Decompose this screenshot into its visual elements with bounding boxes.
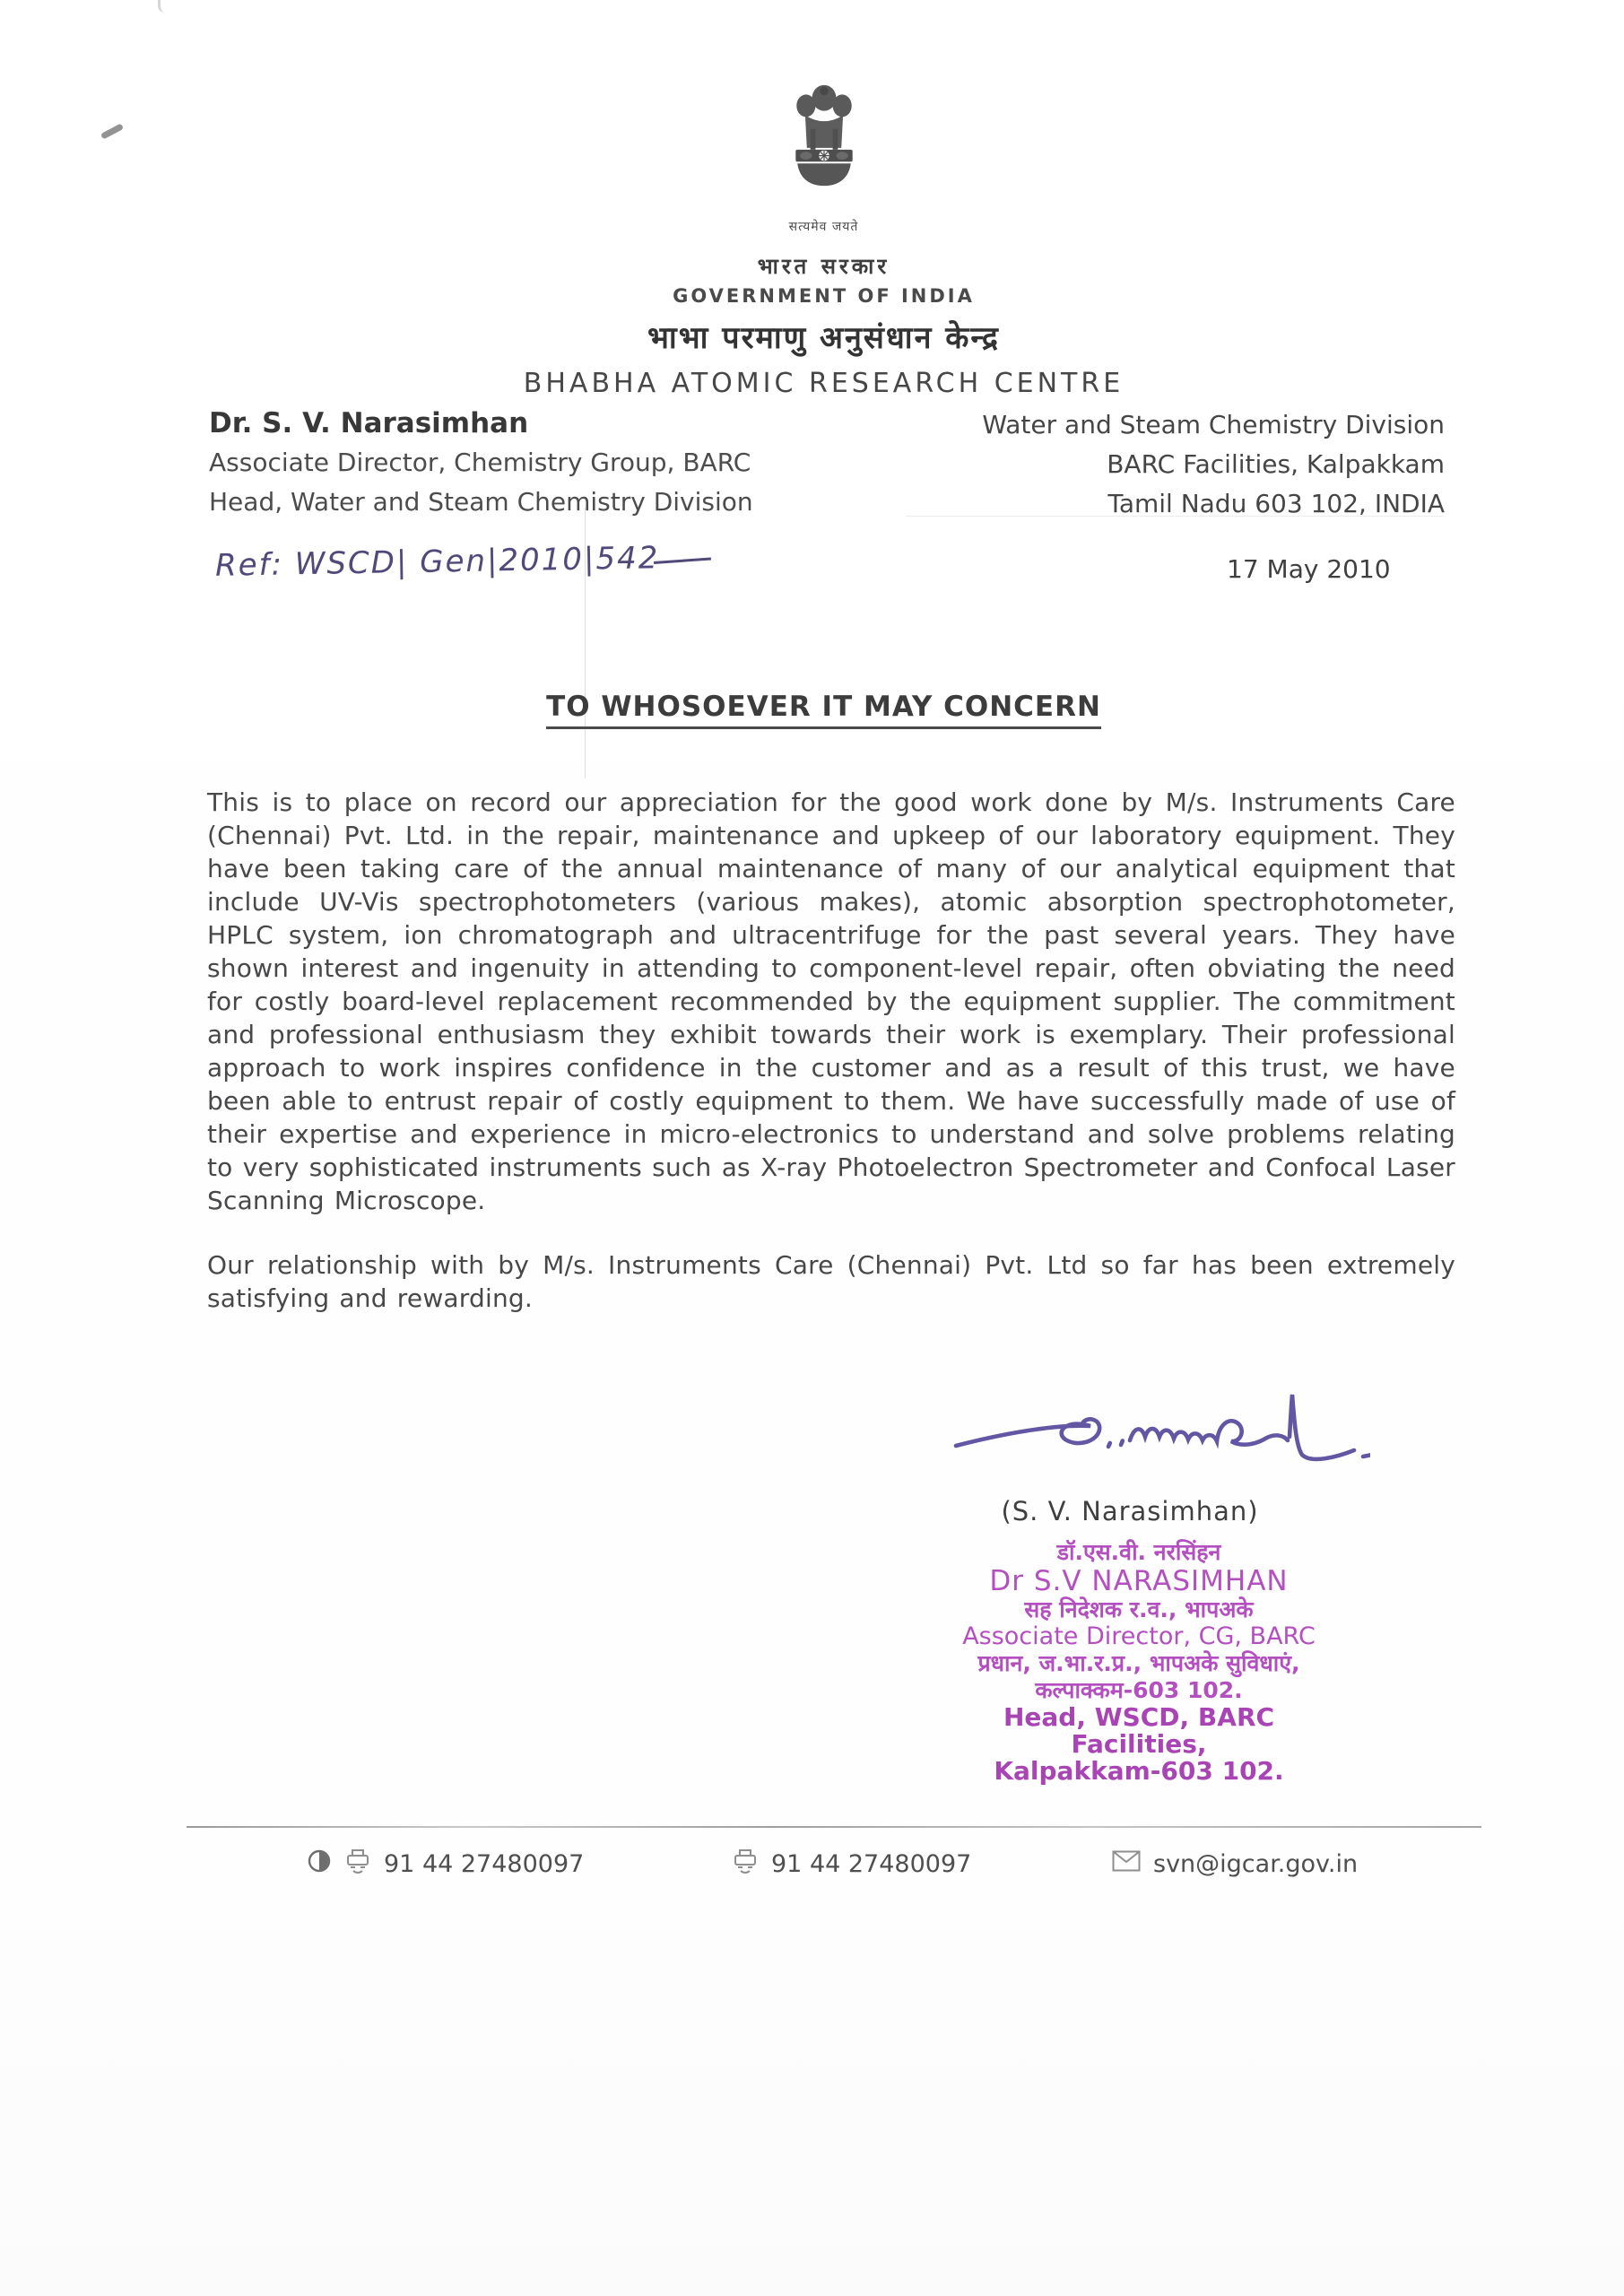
- scan-corner-mark: [158, 0, 169, 13]
- stamp-line-3: सह निदेशक र.व., भापअके: [1024, 1596, 1254, 1622]
- subject-line: [23, 691, 1624, 723]
- fax-number: 91 44 27480097: [771, 1849, 972, 1878]
- stamp-line-8: Kalpakkam-603 102.: [994, 1756, 1284, 1786]
- barc-name-hindi: भाभा परमाणु अनुसंधान केन्द्र: [647, 320, 1000, 356]
- subject-text: TO WHOSOEVER IT MAY CONCERN: [546, 691, 1101, 729]
- address-block: [982, 405, 1445, 524]
- address-line-2: BARC Facilities, Kalpakkam: [1107, 449, 1445, 479]
- rubber-stamp: [933, 1539, 1345, 1785]
- sender-name: Dr. S. V. Narasimhan: [209, 407, 529, 439]
- address-line-3: Tamil Nadu 603 102, INDIA: [1107, 489, 1445, 518]
- sender-block: [209, 404, 753, 522]
- handwritten-reference: [215, 539, 712, 584]
- address-line-1: Water and Steam Chemistry Division: [982, 410, 1445, 439]
- government-of-india: GOVERNMENT OF INDIA: [673, 285, 975, 307]
- stamp-line-4: Associate Director, CG, BARC: [962, 1622, 1316, 1650]
- footer-email: [1112, 1844, 1358, 1883]
- footer-divider: [187, 1826, 1481, 1828]
- envelope-icon: [1112, 1850, 1141, 1878]
- stamp-line-6: कल्पाक्कम-603 102.: [1035, 1677, 1243, 1703]
- barc-name-english: BHABHA ATOMIC RESEARCH CENTRE: [523, 368, 1125, 399]
- stamp-line-1: डॉ.एस.वी. नरसिंहन: [1056, 1539, 1221, 1565]
- pen-flourish: [654, 558, 711, 564]
- handwritten-signature: [949, 1390, 1370, 1480]
- phone-icon: [307, 1848, 332, 1881]
- national-emblem-icon: [23, 79, 1624, 217]
- government-of-india-hindi: भारत सरकार: [757, 254, 890, 279]
- phone-number: 91 44 27480097: [384, 1849, 585, 1878]
- stamp-line-2: Dr S.V NARASIMHAN: [989, 1565, 1289, 1597]
- sender-title-2: Head, Water and Steam Chemistry Division: [209, 487, 753, 517]
- sender-title-1: Associate Director, Chemistry Group, BARC: [209, 448, 751, 477]
- body-paragraph-1: This is to place on record our appreciation for the good work done by M/s. Instruments Care (Chennai) Pvt. Ltd. in the repair, maintenance and upkeep of our laboratory equipment. They have been taking care of the annual maintenance of many of our analytical equipment that include UV-Vis spectrophotometers (various makes), atomic absorption spectrophotometer, HPLC system, ion chromatograph and ultracentrifuge for the past several years. They have shown interest and ingenuity in attending to component-level repair, often obviating the need for costly board-level replacement recommended by the equipment supplier. The commitment and professional enthusiasm they exhibit towards their work is exemplary. Their professional approach to work inspires confidence in the customer and as a result of this trust, we have been able to entrust repair of costly equipment to them. We have successfully made of use of their expertise and experience in micro-electronics to understand and solve problems relating to very sophisticated instruments such as X-ray Photoelectron Spectrometer and Confocal Laser Scanning Microscope.: [207, 787, 1455, 1215]
- body-paragraph-2: Our relationship with by M/s. Instruments Care (Chennai) Pvt. Ltd so far has been extremely satisfying and rewarding.: [207, 1250, 1455, 1313]
- email-address: svn@igcar.gov.in: [1153, 1849, 1359, 1878]
- fax-icon: [732, 1848, 759, 1881]
- emblem-motto: सत्यमेव जयते: [788, 220, 859, 234]
- stamp-line-5: प्रधान, ज.भा.र.प्र., भापअके सुविधाएं,: [977, 1650, 1300, 1676]
- footer-fax: [732, 1844, 971, 1883]
- reference-text: Ref: WSCD| Gen|2010|542: [214, 540, 660, 584]
- letter-date: 17 May 2010: [1227, 554, 1391, 584]
- typed-signatory-name: (S. V. Narasimhan): [1001, 1496, 1259, 1526]
- footer-phone: [307, 1844, 584, 1883]
- fax-icon: [344, 1848, 371, 1881]
- stamp-line-7: Head, WSCD, BARC Facilities,: [1003, 1702, 1275, 1759]
